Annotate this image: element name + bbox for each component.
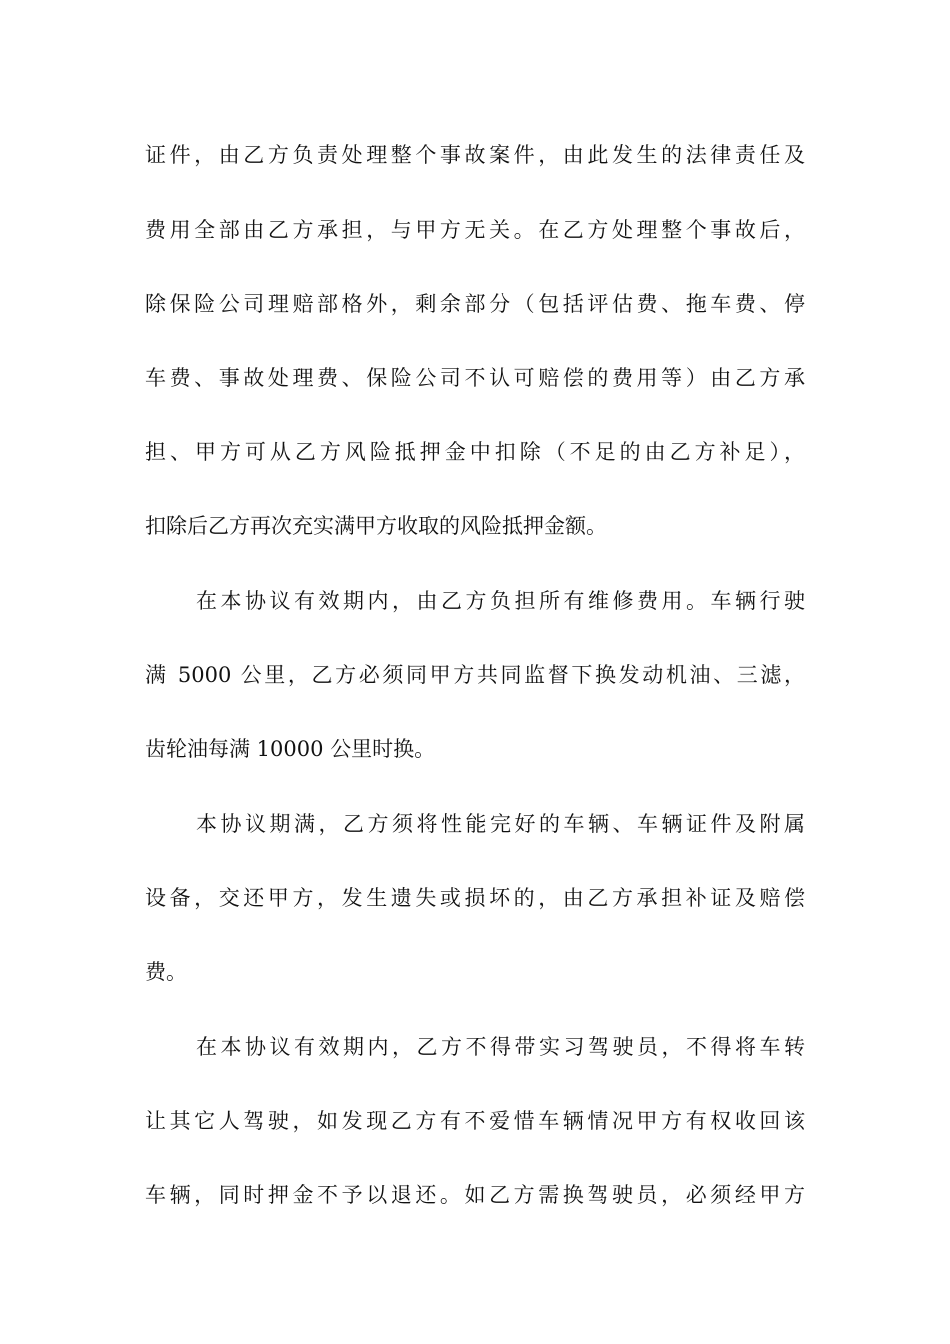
text-line: 在本协议有效期内，乙方不得带实习驾驶员，不得将车转 — [196, 1035, 805, 1059]
text-line: 齿轮油每满 10000 公里时换。 — [145, 737, 436, 761]
text-line: 设备，交还甲方，发生遗失或损坏的，由乙方承担补证及赔偿 — [145, 886, 805, 910]
text-line: 让其它人驾驶，如发现乙方有不爱惜车辆情况甲方有权收回该 — [145, 1109, 805, 1133]
text-line: 车辆，同时押金不予以退还。如乙方需换驾驶员，必须经甲方 — [145, 1183, 805, 1207]
text-line: 担、甲方可从乙方风险抵押金中扣除（不足的由乙方补足）， — [145, 440, 805, 464]
text-line: 除保险公司理赔部格外，剩余部分（包括评估费、拖车费、停 — [145, 292, 805, 316]
text-line: 证件，由乙方负责处理整个事故案件，由此发生的法律责任及 — [145, 143, 805, 167]
text-line: 费。 — [145, 960, 187, 984]
text-line: 满 5000 公里，乙方必须同甲方共同监督下换发动机油、三滤， — [145, 663, 805, 687]
text-line: 在本协议有效期内，由乙方负担所有维修费用。车辆行驶 — [196, 589, 805, 613]
text-line: 车费、事故处理费、保险公司不认可赔偿的费用等）由乙方承 — [145, 366, 805, 390]
text-line: 本协议期满，乙方须将性能完好的车辆、车辆证件及附属 — [196, 812, 805, 836]
text-line: 费用全部由乙方承担，与甲方无关。在乙方处理整个事故后， — [145, 218, 805, 242]
text-line: 扣除后乙方再次充实满甲方收取的风险抵押金额。 — [145, 514, 607, 538]
